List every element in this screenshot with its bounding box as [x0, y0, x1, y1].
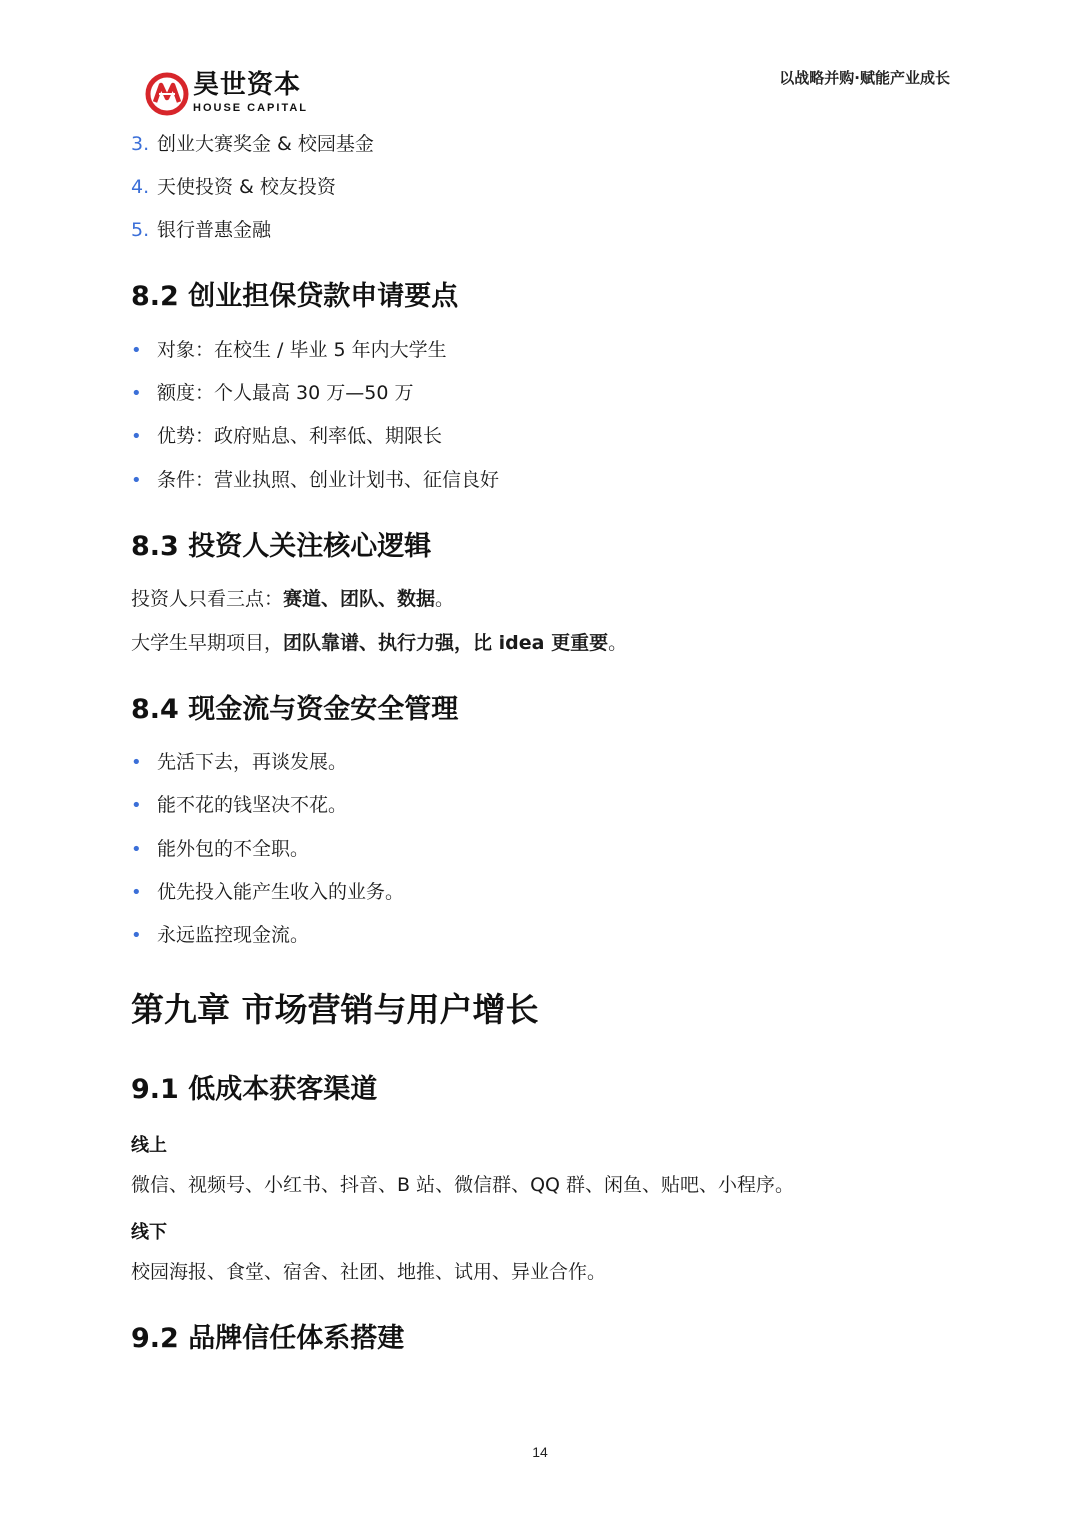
list-text: 天使投资 & 校友投资: [157, 176, 336, 198]
house-capital-emblem-icon: [145, 72, 189, 116]
company-logo: [145, 70, 315, 120]
list-text: 创业大赛奖金 & 校园基金: [157, 133, 374, 155]
bullet-icon: •: [131, 925, 142, 946]
section-heading-9-2: 9.2 品牌信任体系搭建: [131, 1323, 405, 1354]
bullet-item: [131, 836, 309, 863]
subheading-offline: 线下: [131, 1222, 167, 1243]
logo-chinese-name: 昊世资本: [193, 70, 302, 100]
paragraph-early-projects: [131, 630, 627, 656]
bullet-text: 条件：营业执照、创业计划书、征信良好: [157, 469, 500, 491]
paragraph-offline-channels: 校园海报、食堂、宿舍、社团、地推、试用、异业合作。: [131, 1261, 607, 1283]
bullet-text: 先活下去，再谈发展。: [157, 751, 348, 773]
bullet-icon: •: [131, 470, 142, 491]
section-heading-8-4: 8.4 现金流与资金安全管理: [131, 694, 459, 725]
list-item: [131, 174, 336, 200]
paragraph-text: 大学生早期项目，: [131, 632, 284, 654]
bullet-item: [131, 337, 447, 364]
section-heading-8-3: 8.3 投资人关注核心逻辑: [131, 531, 432, 562]
logo-english-name: HOUSE CAPITAL: [193, 102, 309, 114]
bullet-text: 对象：在校生 / 毕业 5 年内大学生: [157, 339, 447, 361]
bullet-item: [131, 922, 309, 949]
subheading-online: 线上: [131, 1135, 167, 1156]
paragraph-emphasis: 赛道、团队、数据: [283, 588, 436, 610]
header-tagline: 以战略并购·赋能产业成长: [779, 69, 950, 87]
bullet-item: [131, 423, 442, 450]
bullet-item: [131, 749, 347, 776]
bullet-text: 永远监控现金流。: [157, 924, 310, 946]
bullet-item: [131, 792, 347, 819]
list-item: [131, 217, 271, 243]
list-text: 银行普惠金融: [157, 219, 272, 241]
paragraph-emphasis: 团队靠谱、执行力强，比 idea 更重要: [283, 632, 609, 654]
page-number: 14: [532, 1444, 548, 1460]
bullet-text: 优先投入能产生收入的业务。: [157, 881, 405, 903]
bullet-icon: •: [131, 752, 142, 773]
bullet-icon: •: [131, 795, 142, 816]
list-item: [131, 131, 374, 157]
bullet-text: 额度：个人最高 30 万—50 万: [157, 382, 414, 404]
list-number: 4.: [131, 176, 150, 198]
bullet-icon: •: [131, 383, 142, 404]
chapter-heading-9: 第九章 市场营销与用户增长: [131, 990, 539, 1029]
bullet-icon: •: [131, 882, 142, 903]
bullet-item: [131, 879, 404, 906]
list-number: 3.: [131, 133, 150, 155]
bullet-text: 能外包的不全职。: [157, 838, 310, 860]
paragraph-online-channels: 微信、视频号、小红书、抖音、B 站、微信群、QQ 群、闲鱼、贴吧、小程序。: [131, 1174, 795, 1196]
paragraph-three-points: [131, 586, 454, 612]
bullet-icon: •: [131, 340, 142, 361]
bullet-icon: •: [131, 839, 142, 860]
paragraph-text: 。: [435, 588, 455, 610]
section-heading-9-1: 9.1 低成本获客渠道: [131, 1074, 378, 1105]
paragraph-text: 。: [608, 632, 628, 654]
bullet-text: 能不花的钱坚决不花。: [157, 794, 348, 816]
section-heading-8-2: 8.2 创业担保贷款申请要点: [131, 281, 459, 312]
paragraph-text: 投资人只看三点：: [131, 588, 284, 610]
bullet-icon: •: [131, 426, 142, 447]
list-number: 5.: [131, 219, 150, 241]
bullet-item: [131, 467, 499, 494]
bullet-text: 优势：政府贴息、利率低、期限长: [157, 425, 443, 447]
bullet-item: [131, 380, 413, 407]
